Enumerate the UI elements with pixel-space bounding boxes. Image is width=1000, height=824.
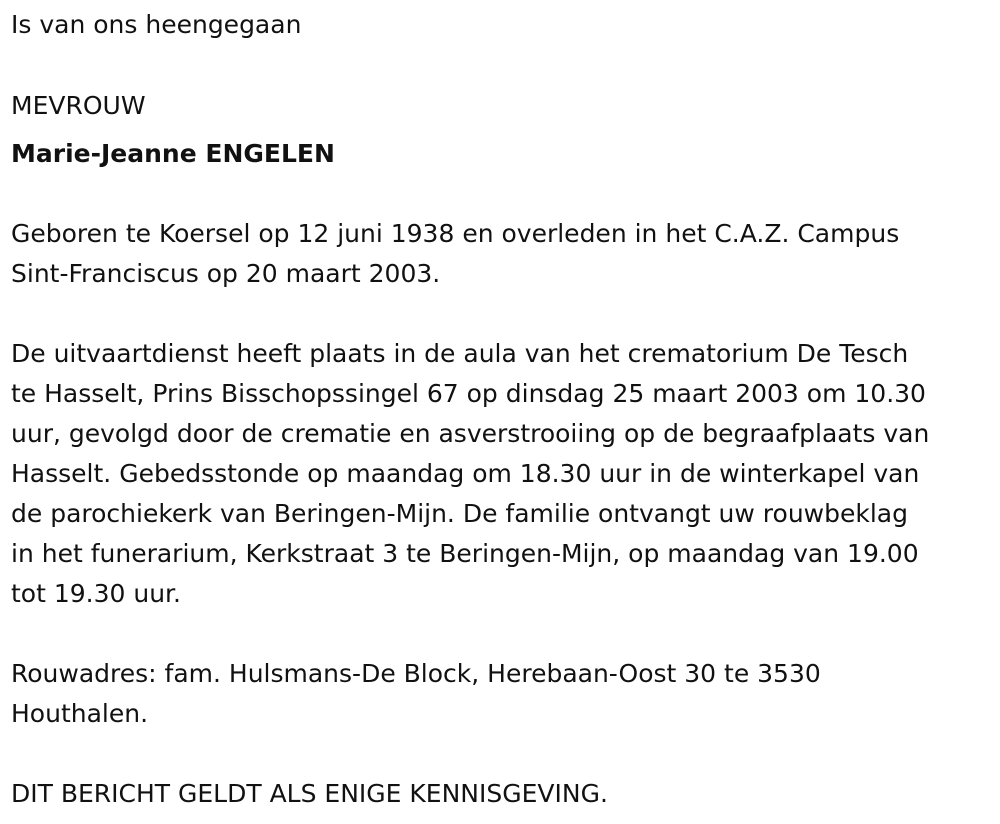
paragraph-line: uur, gevolgd door de crematie en asverstrooiing op de begraafplaats van [11, 419, 930, 448]
paragraph-line: Geboren te Koersel op 12 juni 1938 en overleden in het C.A.Z. Campus [11, 219, 900, 248]
funeral-service-paragraph [11, 334, 929, 614]
paragraph-line: De uitvaartdienst heeft plaats in de aula van het crematorium De Tesch [11, 339, 909, 368]
paragraph-line: Rouwadres: fam. Hulsmans-De Block, Herebaan-Oost 30 te 3530 [11, 659, 821, 688]
deceased-name: Marie-Jeanne ENGELEN [11, 139, 335, 168]
paragraph-line: Houthalen. [11, 699, 149, 728]
paragraph-line: Sint-Franciscus op 20 maart 2003. [11, 259, 441, 288]
intro-text: Is van ons heengegaan [11, 10, 302, 39]
birth-death-paragraph [11, 214, 899, 294]
paragraph-line: in het funerarium, Kerkstraat 3 te Beringen-Mijn, op maandag van 19.00 [11, 539, 919, 568]
paragraph-line: te Hasselt, Prins Bisschopssingel 67 op dinsdag 25 maart 2003 om 10.30 [11, 379, 926, 408]
paragraph-line: de parochiekerk van Beringen-Mijn. De familie ontvangt uw rouwbeklag [11, 499, 908, 528]
honorific-title: MEVROUW [11, 91, 146, 120]
paragraph-line: Hasselt. Gebedsstonde op maandag om 18.30 uur in de winterkapel van [11, 459, 920, 488]
closing-statement: DIT BERICHT GELDT ALS ENIGE KENNISGEVING. [11, 779, 608, 808]
paragraph-line: tot 19.30 uur. [11, 579, 181, 608]
mourning-address-paragraph [11, 654, 821, 734]
